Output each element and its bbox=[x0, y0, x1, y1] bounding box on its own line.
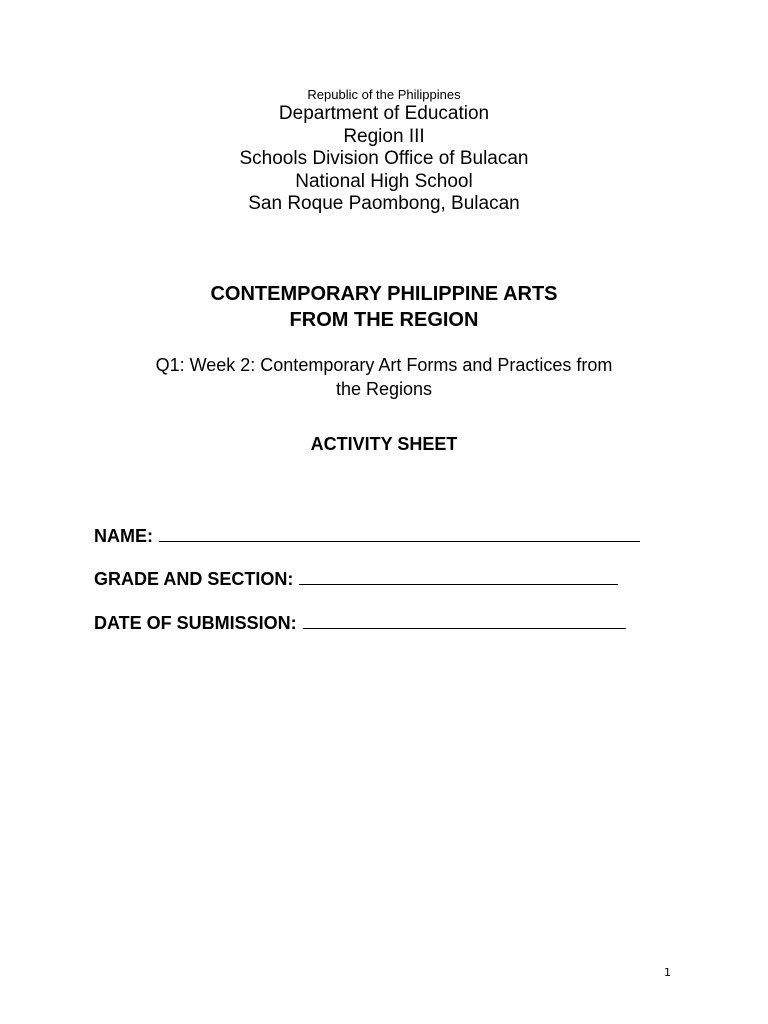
grade-section-field-row bbox=[94, 567, 618, 591]
title-line-2: FROM THE REGION bbox=[289, 309, 479, 331]
agency-header bbox=[0, 103, 768, 216]
document-subtitle bbox=[0, 353, 768, 401]
region-text: Region III bbox=[343, 125, 425, 147]
grade-section-blank-line bbox=[299, 570, 618, 585]
name-blank-line bbox=[159, 527, 640, 542]
page-number: 1 bbox=[664, 966, 671, 979]
subtitle-line-1: Q1: Week 2: Contemporary Art Forms and Practices from bbox=[155, 355, 613, 375]
date-submission-field-row bbox=[94, 611, 626, 635]
subtitle-line-2: the Regions bbox=[335, 379, 433, 399]
activity-sheet-heading bbox=[0, 432, 768, 456]
date-submission-blank-line bbox=[303, 614, 626, 629]
name-field-row bbox=[94, 524, 640, 548]
activity-label: ACTIVITY SHEET bbox=[310, 434, 458, 454]
division-text: Schools Division Office of Bulacan bbox=[239, 148, 529, 169]
location-text: San Roque Paombong, Bulacan bbox=[248, 193, 520, 214]
document-title bbox=[0, 281, 768, 333]
title-line-1: CONTEMPORARY PHILIPPINE ARTS bbox=[210, 283, 558, 305]
school-text: National High School bbox=[295, 170, 473, 192]
grade-section-label: GRADE AND SECTION: bbox=[94, 569, 294, 589]
republic-header bbox=[0, 86, 768, 104]
name-label: NAME: bbox=[94, 526, 153, 546]
date-submission-label: DATE OF SUBMISSION: bbox=[94, 613, 297, 633]
department-text: Department of Education bbox=[278, 103, 490, 124]
republic-text: Republic of the Philippines bbox=[307, 87, 461, 102]
